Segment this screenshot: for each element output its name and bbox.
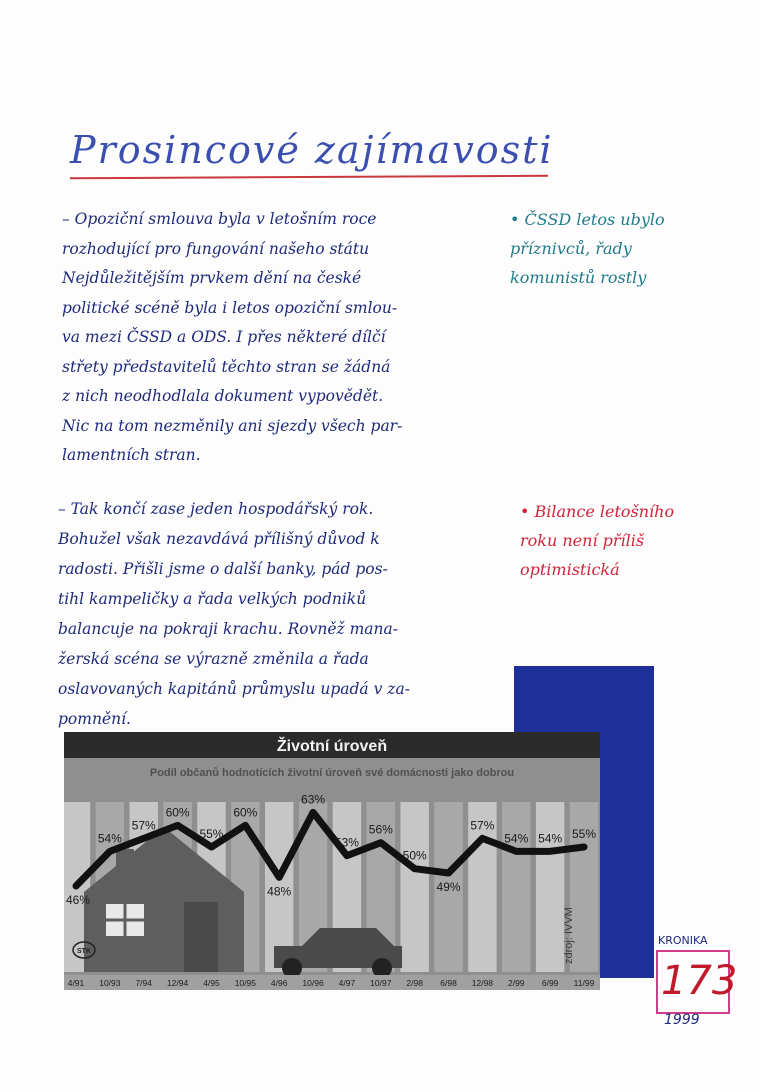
note1-line: příznivců, řady [510,239,632,258]
chart-data-label: 63% [301,792,326,807]
side-note-balance [520,502,750,592]
chart-data-label: 49% [436,880,461,894]
paragraph2-line: žerská scéna se výrazně změnila a řada [58,650,369,668]
paragraph2-line: – Tak končí zase jeden hospodářský rok. [58,500,374,518]
note2-line: • Bilance letošního [520,502,675,521]
chart-data-label: 54% [538,831,563,846]
chart-data-label: 60% [165,805,190,820]
chart-data-label: 48% [267,884,292,899]
chart-column [536,802,564,972]
chart-tick-label: 12/94 [166,978,189,988]
chart-svg [64,732,600,990]
note1-line: • ČSSD letos ubylo [510,210,665,229]
chart-data-label: 53% [334,835,359,850]
paragraph2-line: tihl kampeličky a řada velkých podniků [58,590,367,608]
side-note-cssd [510,210,740,300]
chart-subtitle: Podíl občanů hodnotících životní úroveň své domácnosti jako dobrou [149,767,515,779]
paragraph-opposition [62,210,502,470]
paragraph1-line: střety představitelů těchto stran se žádná [62,357,391,376]
chart-source: zdroj: IVVM [563,907,575,964]
chart-tick-label: 10/93 [99,978,121,988]
house-chimney [116,849,134,879]
stamp-label: KRONIKA [658,934,708,947]
house-door [184,902,218,972]
paragraph2-line: oslavovaných kapitánů průmyslu upadá v za- [58,680,410,698]
paragraph2-line: balancuje na pokraji krachu. Rovněž mana- [58,620,399,638]
chart-data-label: 56% [368,822,393,837]
chart-tick-label: 2/99 [507,978,525,988]
chart-tick-label: 4/91 [67,978,85,988]
paragraph1-line: Nic na tom nezměnily ani sjezdy všech par- [62,416,403,435]
chart-column [502,802,530,972]
page-number: 173 [661,958,738,1004]
chart-column [400,802,428,972]
chart-data-label: 50% [402,848,427,863]
chart-tick-label: 10/97 [370,978,392,988]
chart-data-label: 55% [199,827,224,841]
chart-title: Životní úroveň [276,738,388,755]
title-underline [70,175,548,180]
chart-data-label: 60% [233,805,258,820]
paragraph1-line: va mezi ČSSD a ODS. I přes některé dílčí [62,328,386,346]
paragraph1-line: – Opoziční smlouva byla v letošním roce [62,210,377,228]
chart-tick-label: 4/97 [338,978,356,988]
chart-tick-label: 2/98 [406,978,423,988]
chart-tick-label: 6/99 [541,978,559,988]
chart-tick-label: 6/98 [440,978,457,988]
chart-tick-label: 11/99 [573,978,595,988]
chart-data-label: 57% [470,818,495,833]
chart-tick-label: 10/95 [234,978,256,988]
chart-data-label: 55% [571,827,597,841]
chart-tick-label: 4/96 [270,978,288,988]
paragraph1-line: rozhodující pro fungování našeho státu [62,239,370,258]
paragraph-economy [58,500,508,730]
chart-tick-label: 7/94 [135,978,153,988]
paragraph2-line: radosti. Přišli jsme o další banky, pád pos- [58,560,388,578]
stk-logo-text: STK [77,948,91,955]
note1-line: komunistů rostly [510,268,647,287]
paragraph1-line: politické scéně byla i letos opoziční smlou- [62,298,398,317]
chart-data-label: 46% [65,893,91,907]
note2-line: optimistická [520,560,620,579]
paragraph1-line: lamentních stran. [62,446,201,464]
page-title: Prosincové zajímavosti [70,128,554,172]
paragraph2-line: pomnění. [58,710,131,728]
chart-tick-label: 12/98 [471,978,494,988]
stamp-year: 1999 [664,1012,700,1028]
chart-tick-label: 4/95 [203,978,220,988]
chart-data-label: 54% [97,831,122,846]
chart-tick-label: 10/96 [302,978,324,988]
paragraph2-line: Bohužel však nezavdává přílišný důvod k [58,530,380,548]
paragraph1-line: Nejdůležitějším prvkem dění na české [62,269,362,287]
chart-data-label: 57% [131,818,156,833]
note2-line: roku není příliš [520,531,645,550]
paragraph1-line: z nich neodhodlala dokument vypovědět. [62,387,384,405]
living-standard-chart [64,732,600,990]
chart-data-label: 54% [504,831,529,846]
